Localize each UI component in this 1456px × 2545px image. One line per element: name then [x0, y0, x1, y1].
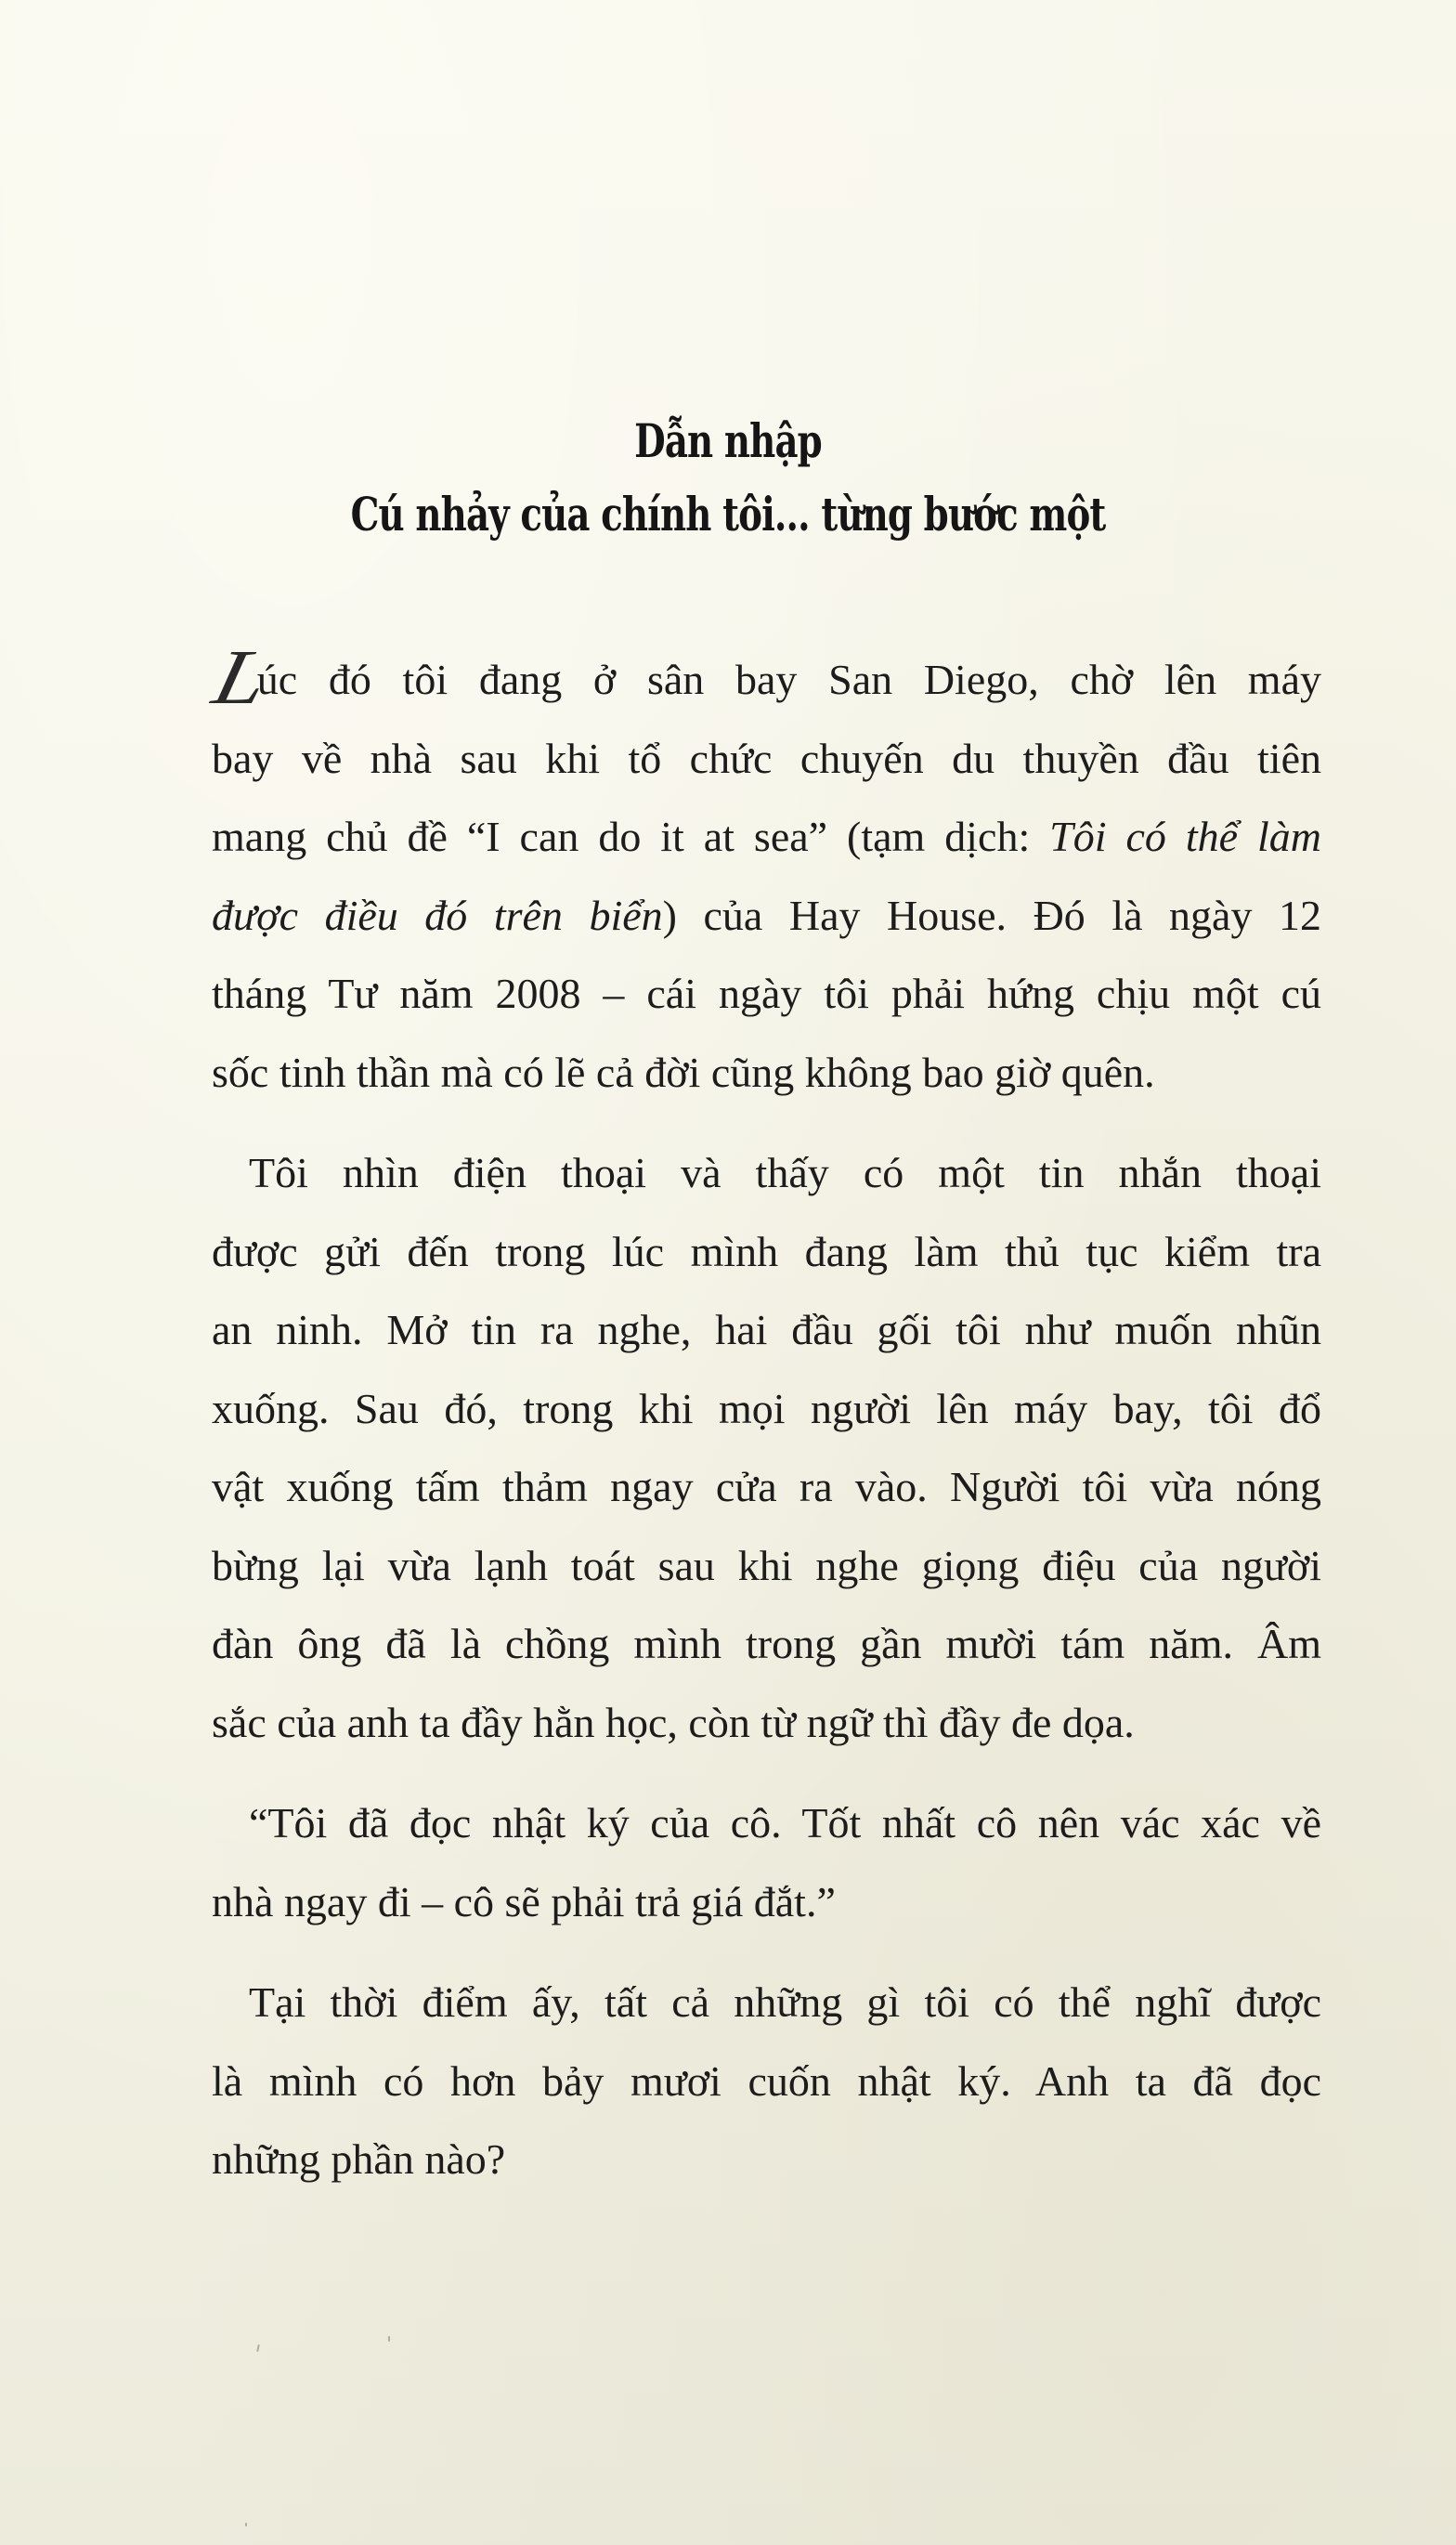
italic-translation: Tôi có thể làm — [1049, 813, 1321, 860]
text-line: những phần nào? — [212, 2135, 506, 2183]
text-line: là mình có hơn bảy mươi cuốn nhật ký. Anh ta đã đọc — [212, 2056, 1321, 2105]
line-text: mang chủ đề “I can do it at sea” (tạm dịch: — [212, 813, 1050, 860]
text-line: bay về nhà sau khi tổ chức chuyến du thuyền đầu tiên — [212, 734, 1321, 782]
text-line: nhà ngay đi – cô sẽ phải trả giá đắt.” — [212, 1877, 836, 1925]
line-text: úc đó tôi đang ở sân bay San Diego, chờ lên máy — [256, 656, 1321, 703]
text-line: được gửi đến trong lúc mình đang làm thủ tục kiểm tra — [212, 1227, 1321, 1275]
drop-cap-letter: L — [205, 634, 277, 721]
chapter-title: Dẫn nhập — [634, 413, 822, 468]
chapter-subtitle: Cú nhảy của chính tôi… từng bước một — [350, 487, 1106, 542]
paper-speck — [388, 2336, 390, 2342]
text-line: tháng Tư năm 2008 – cái ngày tôi phải hứng chịu một cú — [212, 970, 1321, 1017]
text-line: Tại thời điểm ấy, tất cả những gì tôi có thể nghĩ được — [249, 1978, 1321, 2026]
text-line: xuống. Sau đó, trong khi mọi người lên máy bay, tôi đổ — [212, 1384, 1321, 1432]
text-line — [205, 634, 1321, 721]
text-line — [212, 877, 1321, 956]
text-line: Tôi nhìn điện thoại và thấy có một tin nhắn thoại — [249, 1149, 1321, 1196]
paragraph-1 — [205, 634, 1321, 1112]
paragraph-3-quote — [212, 1784, 1321, 1941]
text-line: bừng lại vừa lạnh toát sau khi nghe giọng điệu của người — [212, 1541, 1321, 1589]
text-line: an ninh. Mở tin ra nghe, hai đầu gối tôi như muốn nhũn — [212, 1306, 1321, 1353]
paper-speck — [245, 2523, 247, 2526]
text-line — [212, 798, 1321, 877]
text-line: sốc tinh thần mà có lẽ cả đời cũng không bao giờ quên. — [212, 1048, 1155, 1096]
chapter-heading — [0, 409, 1456, 548]
paragraph-4 — [212, 1964, 1321, 2199]
paper-speck — [256, 2344, 260, 2352]
text-line: “Tôi đã đọc nhật ký của cô. Tốt nhất cô nên vác xác về — [249, 1799, 1321, 1847]
text-line: sắc của anh ta đầy hằn học, còn từ ngữ thì đầy đe dọa. — [212, 1698, 1135, 1746]
italic-translation: được điều đó trên biển — [212, 891, 663, 939]
text-line: vật xuống tấm thảm ngay cửa ra vào. Người tôi vừa nóng — [212, 1463, 1321, 1510]
paragraph-2 — [212, 1134, 1321, 1762]
body-text — [205, 634, 1321, 2222]
line-text: ) của Hay House. Đó là ngày 12 — [662, 891, 1321, 939]
text-line: đàn ông đã là chồng mình trong gần mười tám năm. Âm — [212, 1620, 1321, 1667]
